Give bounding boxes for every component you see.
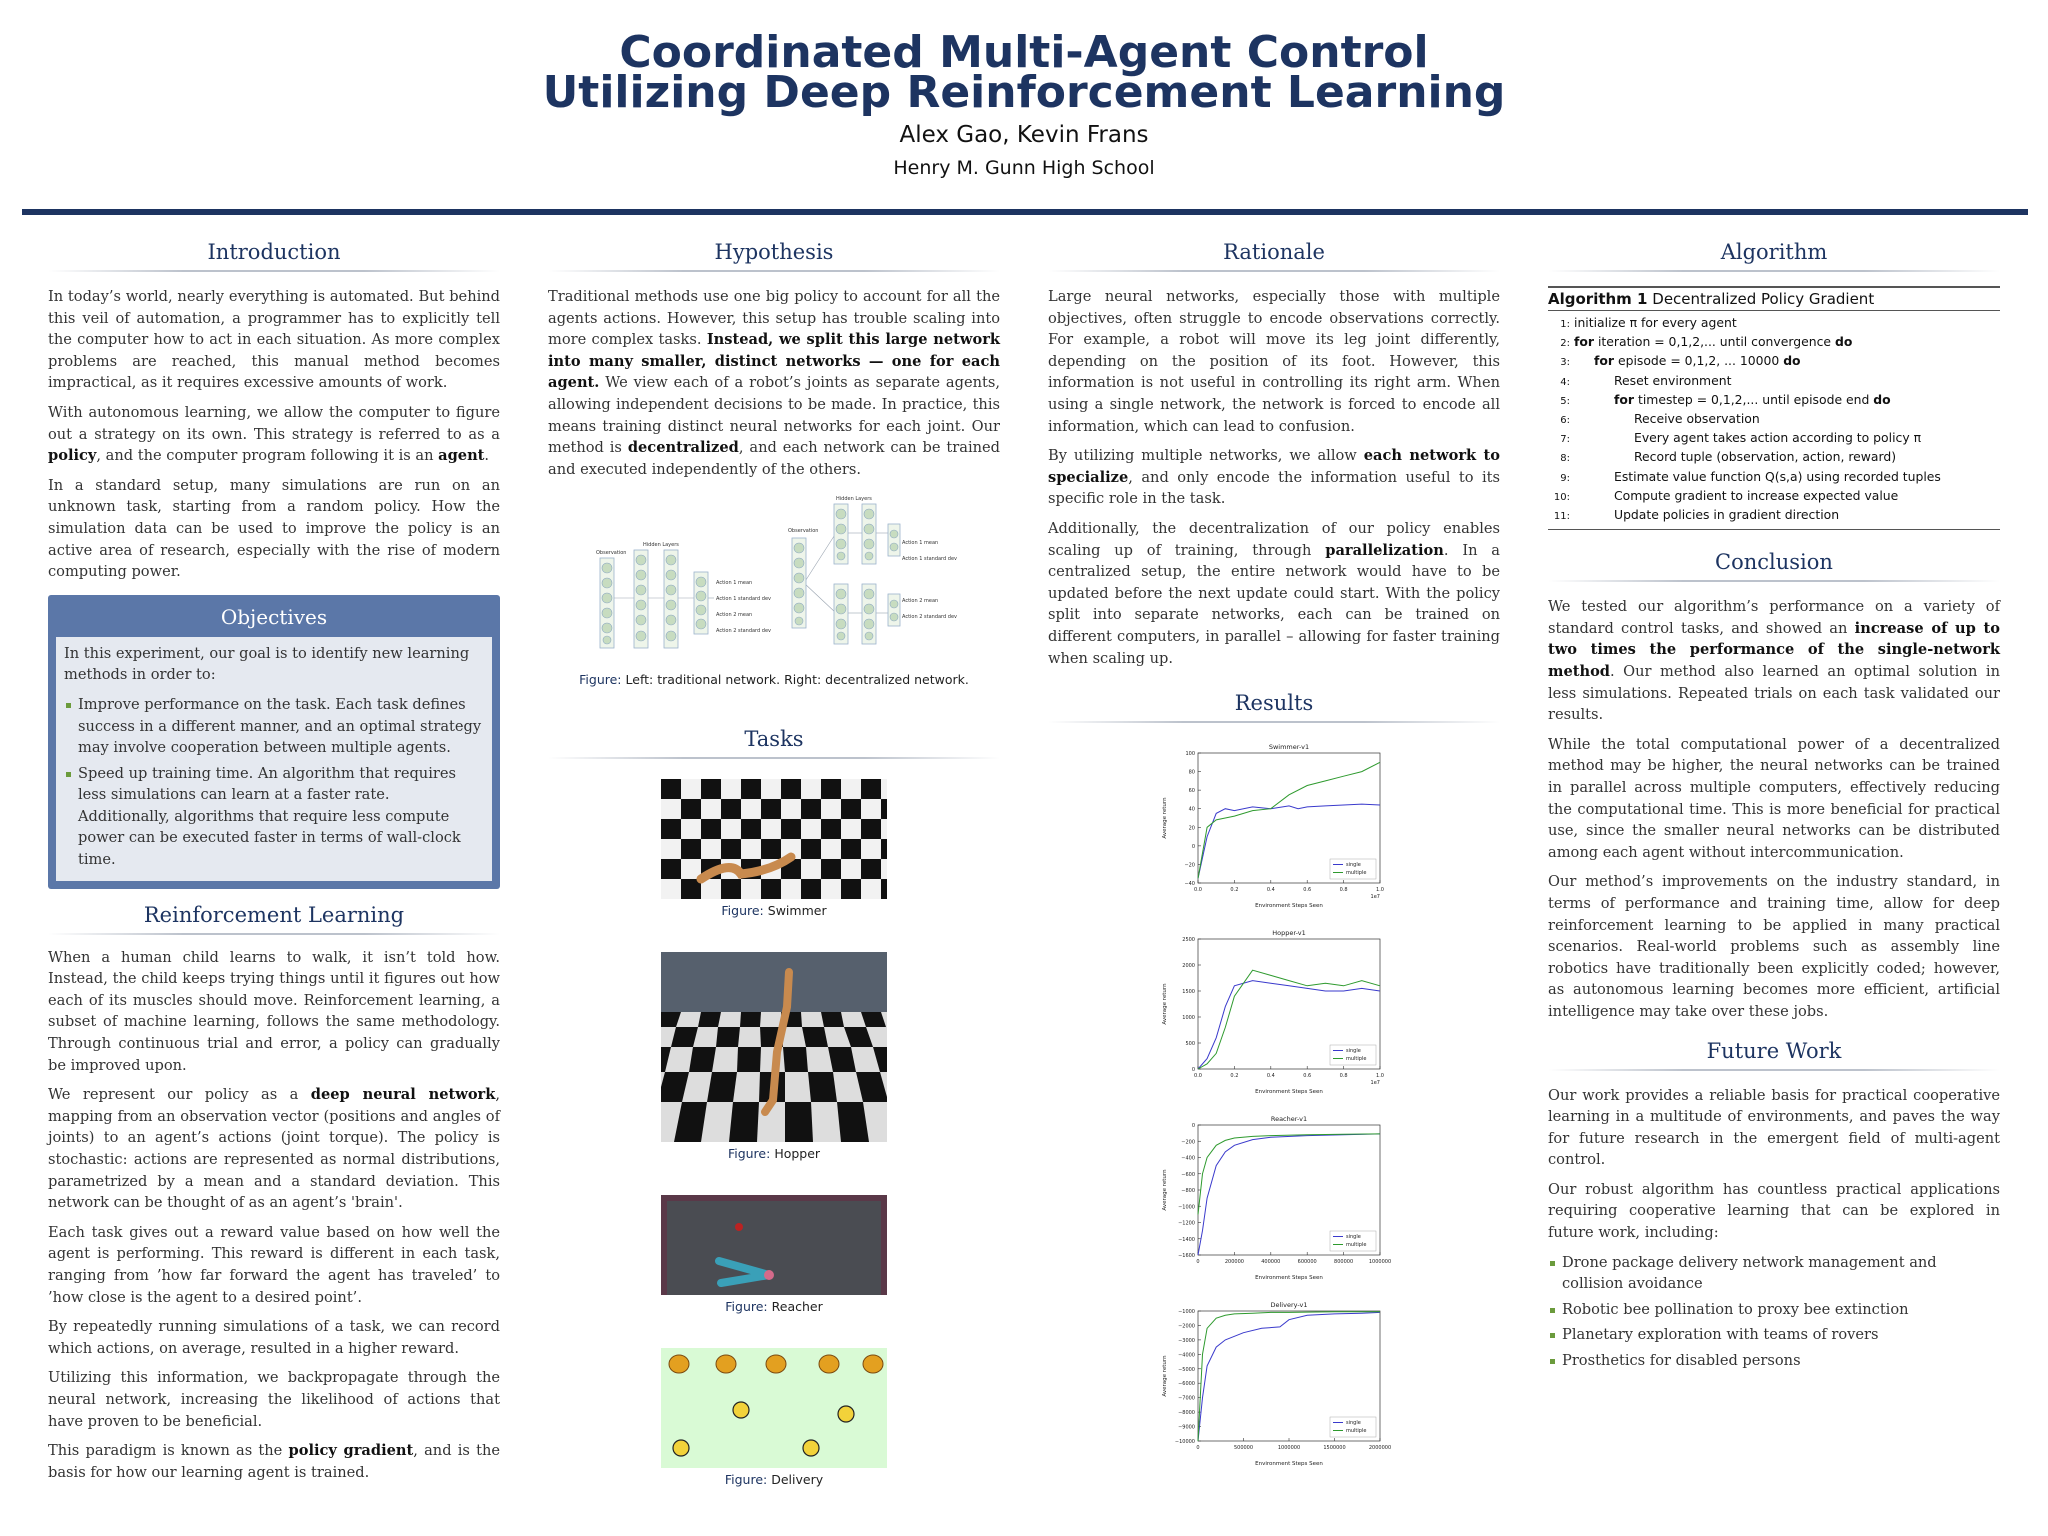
- rationale-p1: Large neural networks, especially those with multiple objectives, often struggle to encode observations correctly. For example, a robot will move its leg joint differently, depending on the position of its foot. However, this information is not useful in controlling its right arm. When using a single network, the network is forced to encode all information, which can lead to confusion.: [1048, 288, 1500, 435]
- x-tick-label: 0.2: [1230, 1073, 1239, 1080]
- y-tick-label: −4000: [1178, 1352, 1195, 1359]
- x-tick-label: 0: [1196, 1259, 1200, 1266]
- y-tick-label: −10000: [1174, 1439, 1195, 1446]
- algorithm-line-number: 10:: [1553, 491, 1570, 503]
- x-tick-label: 0.4: [1266, 1073, 1275, 1080]
- future-work-item: Drone package delivery network management and collision avoidance: [1548, 1252, 2000, 1295]
- legend-label: single: [1346, 1234, 1361, 1241]
- rationale-p3: Additionally, the decentralization of our policy enables scaling up of training, through parallelization. In a centralized setup, the entire network would have to be updated before the next update could start. With the policy split into separate networks, each can be trained on different computers, in parallel – allowing for faster training when scaling up.: [1048, 519, 1500, 667]
- objectives-intro: In this experiment, our goal is to identify new learning methods in order to:: [64, 644, 470, 684]
- algorithm-line: [1548, 448, 2000, 467]
- conclusion-p3: Our method’s improvements on the industry standard, in terms of performance and training time, allow for deep reinforcement learning to be applied in many practical scenarios. Real-world problems such as assembly line robotics have traditionally been explicitly coded; however, as autonomous learning becomes more efficient, artificial intelligence may take over these jobs.: [1548, 873, 2000, 1020]
- legend-label: multiple: [1346, 1242, 1367, 1249]
- y-axis-label: Average return: [1162, 983, 1168, 1025]
- x-exponent: 1e7: [1370, 1080, 1380, 1087]
- x-tick-label: 1500000: [1323, 1445, 1346, 1452]
- algorithm-title: Algorithm 1 Decentralized Policy Gradient: [1548, 288, 2000, 311]
- x-tick-label: 0.4: [1266, 887, 1275, 894]
- left-action-label: Action 2 standard dev: [716, 628, 771, 635]
- objectives-box: [48, 595, 500, 889]
- conclusion-p2: While the total computational power of a decentralized method may be higher, the neural networks can be trained in parallel across multiple computers, effectively reducing the computational time. This is more beneficial for practical use, since the smaller neural networks can be distributed among each agent without intercommunication.: [1548, 735, 2000, 861]
- algorithm-line: [1548, 391, 2000, 410]
- poster-title-line2: Utilizing Deep Reinforcement Learning: [542, 67, 1506, 118]
- y-tick-label: 0: [1191, 843, 1195, 850]
- y-tick-label: −1000: [1178, 1204, 1195, 1211]
- y-tick-label: −1200: [1178, 1220, 1195, 1227]
- rl-heading: Reinforcement Learning: [48, 903, 500, 935]
- algorithm-line-text: Compute gradient to increase expected value: [1614, 487, 1899, 503]
- reacher-caption: Figure: Reacher: [725, 1299, 823, 1315]
- chart-title: Hopper-v1: [1272, 929, 1306, 938]
- algorithm-line-number: 2:: [1560, 338, 1570, 350]
- rl-p1: When a human child learns to walk, it isn’t told how. Instead, the child keeps trying things until it figures out how each of its muscles should move. Reinforcement learning, a subset of machine learning, follows the same methodology. Through continuous trial and error, a policy can gradually be improved upon.: [48, 948, 500, 1074]
- network-figure-caption: Figure: Left: traditional network. Right: decentralized network.: [579, 672, 969, 688]
- algorithm-lines: [1548, 311, 2000, 529]
- algorithm-line-number: 3:: [1560, 357, 1570, 369]
- introduction-heading: Introduction: [48, 240, 500, 272]
- reacher-image: [661, 1195, 887, 1295]
- y-tick-label: 0: [1191, 1123, 1195, 1130]
- algorithm-line-text: Estimate value function Q(s,a) using recorded tuples: [1614, 468, 1941, 484]
- hypothesis-p1: Traditional methods use one big policy to account for all the agents actions. However, this setup has trouble scaling into more complex tasks. Instead, we split this large network into many smaller, distinct networks — one for each agent. We view each of a robot’s joints as separate agents, allowing independent decisions to be made. In practice, this means training distinct neural networks for each joint. Our method is decentralized, and each network can be trained and executed independently of the others.: [548, 288, 1000, 478]
- y-tick-label: −9000: [1178, 1424, 1195, 1431]
- x-axis-label: Environment Steps Seen: [1255, 1461, 1323, 1468]
- right-observation-label: Observation: [788, 528, 819, 535]
- y-tick-label: 80: [1188, 769, 1195, 776]
- right-action-label: Action 2 standard dev: [902, 614, 957, 621]
- algorithm-line: [1548, 333, 2000, 352]
- objective-item: Improve performance on the task. Each task defines success in a different manner, and an optimal strategy may involve cooperation between multiple agents.: [64, 694, 484, 759]
- legend-label: multiple: [1346, 1428, 1367, 1435]
- y-tick-label: −1400: [1178, 1236, 1195, 1243]
- poster-title-line1: Coordinated Multi-Agent Control: [619, 27, 1429, 78]
- conclusion-p1: We tested our algorithm’s performance on a variety of standard control tasks, and showed an increase of up to two times the performance of the single-network method. Our method also learned an optimal solution in less simulations. Repeated trials on each task validated our results.: [1548, 598, 2001, 724]
- y-tick-label: −1600: [1178, 1253, 1195, 1260]
- y-tick-label: 0: [1191, 1067, 1195, 1074]
- y-tick-label: −40: [1184, 881, 1195, 888]
- algorithm-line: [1548, 352, 2000, 371]
- x-axis-label: Environment Steps Seen: [1255, 1275, 1323, 1282]
- algorithm-line-text: Reset environment: [1614, 372, 1732, 388]
- algorithm-heading: Algorithm: [1548, 240, 2000, 272]
- chart-title: Delivery-v1: [1270, 1301, 1308, 1310]
- left-hidden-label: Hidden Layers: [643, 542, 679, 549]
- rationale-p2: By utilizing multiple networks, we allow each network to specialize, and only encode the information useful to its specific role in the task.: [1048, 447, 1500, 508]
- x-tick-label: 0.6: [1303, 1073, 1312, 1080]
- x-tick-label: 0.0: [1194, 1073, 1202, 1080]
- algorithm-line: [1548, 372, 2000, 391]
- y-tick-label: −2000: [1178, 1323, 1195, 1330]
- results-heading: Results: [1048, 691, 1500, 723]
- algorithm-line: [1548, 487, 2000, 506]
- introduction-p1: In today’s world, nearly everything is automated. But behind this veil of automation, a programmer has to explicitly tell the computer how to act in each situation. As more complex problems are reached, this manual method becomes impractical, as it requires excessive amounts of work.: [48, 288, 500, 392]
- legend-label: single: [1346, 1048, 1361, 1055]
- y-tick-label: −20: [1184, 862, 1195, 869]
- y-tick-label: −1000: [1178, 1309, 1195, 1316]
- header-rule: [22, 209, 2028, 215]
- algorithm-line-number: 5:: [1560, 395, 1570, 407]
- introduction-p3: In a standard setup, many simulations are run on an unknown task, starting from a random policy. How the simulation data can be used to improve the policy is an active area of research, especially with the rise of modern computing power.: [48, 476, 500, 581]
- delivery-chart: [1154, 1297, 1394, 1477]
- x-exponent: 1e7: [1370, 894, 1380, 901]
- x-tick-label: 1000000: [1277, 1445, 1301, 1452]
- algorithm-line-number: 4:: [1560, 376, 1570, 388]
- delivery-caption: Figure: Delivery: [724, 1472, 824, 1488]
- delivery-image: [661, 1348, 887, 1468]
- x-tick-label: 600000: [1297, 1259, 1317, 1266]
- left-action-label: Action 1 standard dev: [716, 596, 771, 603]
- y-tick-label: 2000: [1182, 963, 1195, 970]
- algorithm-line: [1548, 468, 2000, 487]
- x-tick-label: 1.0: [1376, 887, 1384, 894]
- y-tick-label: 1500: [1182, 989, 1195, 996]
- swimmer-chart: [1154, 739, 1394, 919]
- y-tick-label: −400: [1181, 1155, 1195, 1162]
- algorithm-box: [1548, 286, 2000, 530]
- future-work-heading: Future Work: [1548, 1039, 2000, 1071]
- x-tick-label: 0.8: [1339, 1073, 1348, 1080]
- left-action-label: Action 1 mean: [716, 580, 753, 587]
- future-work-p1: Our work provides a reliable basis for practical cooperative learning in a multitude of environments, and paves the way for future research in the emergent field of multi-agent control.: [1548, 1086, 2000, 1169]
- algorithm-line-number: 1:: [1560, 319, 1570, 330]
- y-tick-label: −8000: [1178, 1410, 1195, 1417]
- algorithm-line: [1548, 506, 2000, 525]
- algorithm-line-text: Every agent takes action according to policy π: [1634, 430, 1922, 446]
- rl-p6: This paradigm is known as the policy gradient, and is the basis for how our learning agent is trained.: [48, 1442, 500, 1481]
- y-tick-label: 40: [1188, 806, 1195, 813]
- objectives-heading: Objectives: [220, 604, 328, 629]
- algorithm-line: [1548, 429, 2000, 448]
- hopper-image: [661, 952, 887, 1142]
- y-tick-label: 2500: [1182, 937, 1195, 944]
- chart-title: Reacher-v1: [1270, 1115, 1308, 1124]
- objectives-body: [56, 637, 492, 881]
- algorithm-line-number: 9:: [1560, 472, 1570, 484]
- y-tick-label: 20: [1188, 825, 1195, 832]
- future-work-item: Robotic bee pollination to proxy bee extinction: [1548, 1299, 2000, 1321]
- algorithm-line-text: for episode = 0,1,2, ... 10000 do: [1594, 353, 1801, 369]
- column-4: [1548, 240, 2000, 1378]
- y-tick-label: 60: [1188, 788, 1195, 795]
- y-tick-label: −200: [1181, 1139, 1195, 1146]
- column-3: [1048, 240, 1500, 1477]
- future-work-list: [1548, 1252, 2000, 1372]
- x-tick-label: 0.2: [1230, 887, 1239, 894]
- tasks-heading: Tasks: [548, 727, 1000, 759]
- swimmer-caption: Figure: Swimmer: [721, 903, 827, 919]
- hopper-chart: [1154, 925, 1394, 1105]
- swimmer-image: [661, 779, 887, 899]
- rl-p3: Each task gives out a reward value based on how well the agent is performing. This reward is different in each task, ranging from ’how far forward the agent has traveled’ to ’how close is the agent to a desired point’.: [48, 1223, 500, 1306]
- legend-label: multiple: [1346, 870, 1367, 877]
- hopper-caption: Figure: Hopper: [727, 1146, 821, 1162]
- y-axis-label: Average return: [1162, 1355, 1168, 1397]
- y-axis-label: Average return: [1162, 1169, 1168, 1211]
- right-action-label: Action 1 mean: [902, 540, 939, 547]
- left-action-label: Action 2 mean: [716, 612, 753, 619]
- left-observation-label: Observation: [596, 550, 627, 557]
- right-action-label: Action 2 mean: [902, 598, 939, 605]
- y-axis-label: Average return: [1162, 797, 1168, 839]
- y-tick-label: 1000: [1182, 1015, 1195, 1022]
- future-work-item: Planetary exploration with teams of rovers: [1548, 1324, 2000, 1346]
- algorithm-line-number: 11:: [1553, 511, 1570, 523]
- conclusion-heading: Conclusion: [1548, 550, 2000, 582]
- x-tick-label: 1000000: [1368, 1259, 1392, 1266]
- algorithm-line: [1548, 410, 2000, 429]
- y-tick-label: −800: [1181, 1188, 1195, 1195]
- algorithm-line-text: for timestep = 0,1,2,... until episode end do: [1614, 391, 1891, 407]
- y-tick-label: 100: [1185, 751, 1195, 758]
- y-tick-label: −3000: [1178, 1337, 1195, 1344]
- objective-item: Speed up training time. An algorithm that requires less simulations can learn at a faster rate. Additionally, algorithms that require less compute power can be executed faster in terms of wall-clock time.: [64, 763, 484, 871]
- algorithm-line-text: Receive observation: [1634, 411, 1760, 427]
- hypothesis-heading: Hypothesis: [548, 240, 1000, 272]
- x-tick-label: 0: [1196, 1445, 1200, 1452]
- x-tick-label: 2000000: [1368, 1445, 1392, 1452]
- x-tick-label: 400000: [1261, 1259, 1281, 1266]
- y-tick-label: −7000: [1178, 1395, 1195, 1402]
- right-hidden-label: Hidden Layers: [836, 496, 872, 503]
- x-tick-label: 500000: [1233, 1445, 1254, 1452]
- algorithm-line-text: initialize π for every agent: [1574, 315, 1737, 330]
- introduction-p2: With autonomous learning, we allow the computer to figure out a strategy on its own. This strategy is referred to as a policy, and the computer program following it is an agent.: [48, 403, 500, 465]
- x-tick-label: 200000: [1224, 1259, 1244, 1266]
- reacher-chart: [1154, 1111, 1394, 1291]
- x-axis-label: Environment Steps Seen: [1255, 1089, 1323, 1096]
- algorithm-line-text: Update policies in gradient direction: [1614, 507, 1840, 523]
- authors: Alex Gao, Kevin Frans: [899, 122, 1149, 148]
- y-tick-label: −600: [1181, 1171, 1195, 1178]
- rl-p2: We represent our policy as a deep neural network, mapping from an observation vector (positions and angles of joints) to an agent’s actions (joint torque). The policy is stochastic: actions are represented as normal distributions, parametrized by a mean and a standard deviation. This network can be thought of as an agent’s 'brain'.: [48, 1086, 501, 1212]
- chart-title: Swimmer-v1: [1268, 743, 1310, 752]
- y-tick-label: −5000: [1178, 1366, 1195, 1373]
- algorithm-line: [1548, 314, 2000, 333]
- column-1: [48, 240, 500, 1491]
- right-action-label: Action 1 standard dev: [902, 556, 957, 563]
- column-2: [548, 240, 1000, 1487]
- algorithm-line-text: Record tuple (observation, action, reward): [1634, 449, 1897, 465]
- legend-label: multiple: [1346, 1056, 1367, 1063]
- algorithm-line-number: 7:: [1560, 434, 1570, 446]
- algorithm-line-number: 6:: [1560, 415, 1570, 427]
- network-diagram: [548, 488, 1000, 668]
- poster-header: [0, 0, 2048, 210]
- x-tick-label: 0.8: [1339, 887, 1348, 894]
- school: Henry M. Gunn High School: [893, 157, 1155, 179]
- legend-label: single: [1346, 862, 1361, 869]
- algorithm-line-number: 8:: [1560, 453, 1570, 465]
- rl-p4: By repeatedly running simulations of a task, we can record which actions, on average, resulted in a higher reward.: [48, 1318, 500, 1357]
- x-tick-label: 800000: [1334, 1259, 1354, 1266]
- rationale-heading: Rationale: [1048, 240, 1500, 272]
- y-tick-label: −6000: [1178, 1381, 1195, 1388]
- x-axis-label: Environment Steps Seen: [1255, 903, 1323, 910]
- legend-label: single: [1346, 1420, 1361, 1427]
- rl-p5: Utilizing this information, we backpropagate through the neural network, increasing the likelihood of actions that have proven to be beneficial.: [48, 1369, 500, 1430]
- algorithm-line-text: for iteration = 0,1,2,... until convergence do: [1574, 334, 1853, 350]
- future-work-p2: Our robust algorithm has countless practical applications requiring cooperative learning that can be explored in future work, including:: [1548, 1180, 2000, 1242]
- objectives-list: [64, 694, 484, 871]
- x-tick-label: 0.0: [1194, 887, 1202, 894]
- y-tick-label: 500: [1185, 1041, 1195, 1048]
- x-tick-label: 1.0: [1376, 1073, 1384, 1080]
- x-tick-label: 0.6: [1303, 887, 1312, 894]
- future-work-item: Prosthetics for disabled persons: [1548, 1350, 2000, 1372]
